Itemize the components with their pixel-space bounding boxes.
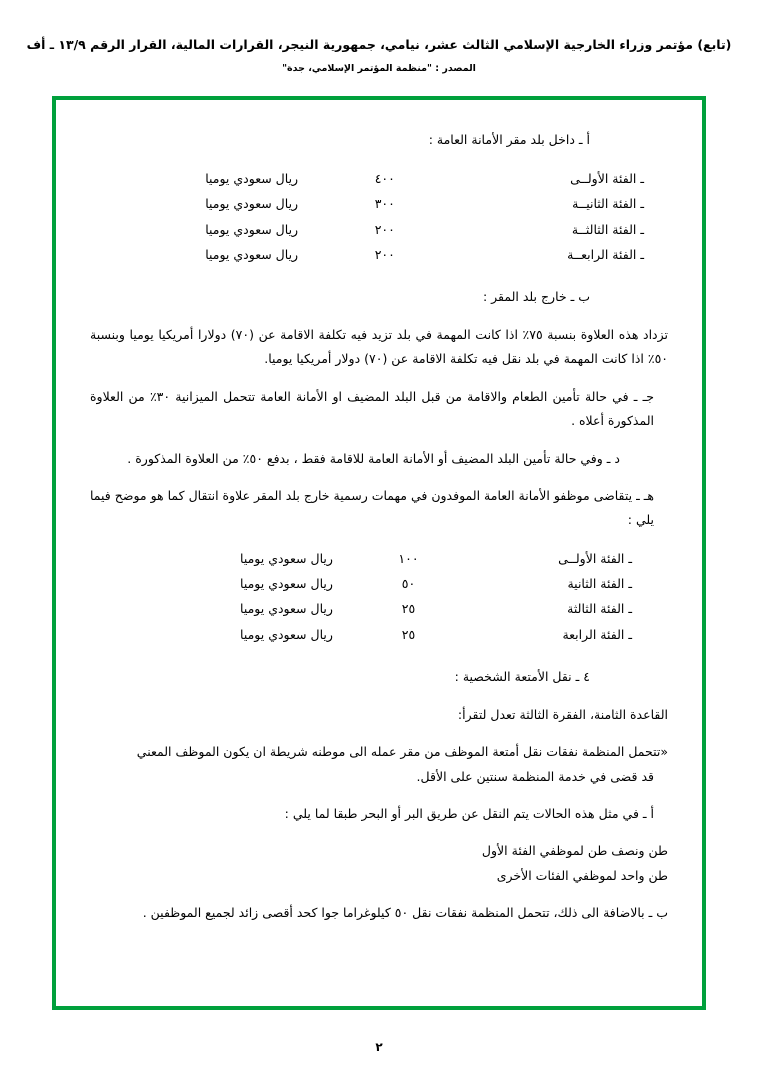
table-row	[90, 166, 668, 191]
category-label: ـ الفئة الأولــى	[570, 170, 644, 186]
section-a-heading: أ ـ داخل بلد مقر الأمانة العامة :	[428, 132, 590, 147]
category-label: ـ الفئة الأولــى	[558, 550, 632, 566]
category-label: ـ الفئة الثانيــة	[572, 196, 644, 212]
rule-quote-line: «تتحمل المنظمة نفقات نقل أمتعة الموظف من مقر عمله الى موطنه شريطة ان يكون الموظف المعني	[136, 744, 668, 760]
document-header	[0, 0, 758, 75]
section-b-text: تزداد هذه العلاوة بنسبة ٧٥٪ اذا كانت المهمة في بلد تزيد فيه تكلفة الاقامة عن (٧٠) دولارا أمريكيا يوميا وبنسبة ٥٠٪ اذا كانت المهمة في بلد نقل فيه تكلفة الاقامة عن (٧٠) دولار أمريكيا يوميا.	[90, 327, 668, 367]
amount-value: ١٠٠	[398, 550, 419, 566]
category-label: ـ الفئة الثالثة	[567, 601, 632, 617]
amount-value: ٢٠٠	[374, 221, 395, 237]
unit-label: ريال سعودي يوميا	[205, 221, 299, 237]
table-row	[90, 596, 668, 621]
table-row	[90, 546, 668, 571]
content-body	[56, 100, 702, 1006]
unit-label: ريال سعودي يوميا	[205, 196, 299, 212]
table-row	[90, 622, 668, 647]
unit-label: ريال سعودي يوميا	[205, 170, 299, 186]
section-4a-text: أ ـ في مثل هذه الحالات يتم النقل عن طريق البر أو البحر طبقا لما يلي :	[284, 806, 654, 821]
section-4-heading: ٤ ـ نقل الأمتعة الشخصية :	[454, 669, 590, 685]
section-4b-text: ب ـ بالاضافة الى ذلك، تتحمل المنظمة نفقات نقل ٥٠ كيلوغراما جوا كحد أقصى زائد لجميع الموظفين .	[142, 905, 668, 921]
table-row	[90, 242, 668, 267]
table-row	[90, 217, 668, 242]
header-title: (تابع) مؤتمر وزراء الخارجية الإسلامي الثالث عشر، نيامي، جمهورية النيجر، القرارات المالية، القرار الرقم ١٣/٩ ـ أف	[26, 37, 732, 52]
category-label: ـ الفئة الثانية	[567, 576, 632, 591]
list-item: طن ونصف طن لموظفي الفئة الأول	[481, 843, 668, 859]
section-d-text: د ـ وفي حالة تأمين البلد المضيف أو الأمانة العامة للاقامة فقط ، بدفع ٥٠٪ من العلاوة المذكورة .	[127, 450, 620, 466]
category-label: ـ الفئة الثالثــة	[571, 221, 644, 237]
unit-label: ريال سعودي يوميا	[240, 626, 333, 642]
section-c-text: جـ ـ في حالة تأمين الطعام والاقامة من قبل البلد المضيف او الأمانة العامة تتحمل الميزانية ٣٠٪ من العلاوة المذكورة أعلاه .	[90, 388, 655, 429]
content-frame	[52, 96, 706, 1010]
rule-quote	[90, 740, 668, 789]
unit-label: ريال سعودي يوميا	[240, 576, 333, 591]
amount-value: ٢٠٠	[374, 246, 395, 262]
amount-value: ٥٠	[401, 576, 416, 591]
table-row	[90, 571, 668, 596]
page-number: ٢	[375, 1040, 383, 1054]
amount-value: ٢٥	[401, 626, 416, 642]
amount-value: ٤٠٠	[374, 170, 395, 186]
category-label: ـ الفئة الرابعة	[562, 626, 632, 642]
header-source: المصدر : "منظمة المؤتمر الإسلامي، جدة"	[282, 62, 476, 74]
rule-intro-text: القاعدة الثامنة، الفقرة الثالثة تعدل لتقرأ:	[457, 706, 668, 722]
allowance-table-transfer	[90, 546, 668, 648]
unit-label: ريال سعودي يوميا	[240, 601, 333, 617]
section-b-heading: ب ـ خارج بلد المقر :	[482, 289, 590, 305]
amount-value: ٢٥	[401, 601, 416, 617]
section-4a-list	[90, 839, 668, 888]
unit-label: ريال سعودي يوميا	[205, 246, 299, 262]
category-label: ـ الفئة الرابعــة	[567, 246, 644, 262]
unit-label: ريال سعودي يوميا	[240, 550, 333, 566]
amount-value: ٣٠٠	[374, 196, 395, 212]
list-item: طن واحد لموظفي الفئات الأخرى	[496, 867, 668, 883]
allowance-table-headquarters	[90, 166, 668, 268]
rule-quote-line: قد قضى في خدمة المنظمة سنتين على الأقل.	[416, 768, 654, 784]
table-row	[90, 191, 668, 216]
section-e-text: هـ ـ يتقاضى موظفو الأمانة العامة الموفدون في مهمات رسمية خارج بلد المقر علاوة انتقال كما هو موضح فيما يلي :	[90, 487, 654, 528]
